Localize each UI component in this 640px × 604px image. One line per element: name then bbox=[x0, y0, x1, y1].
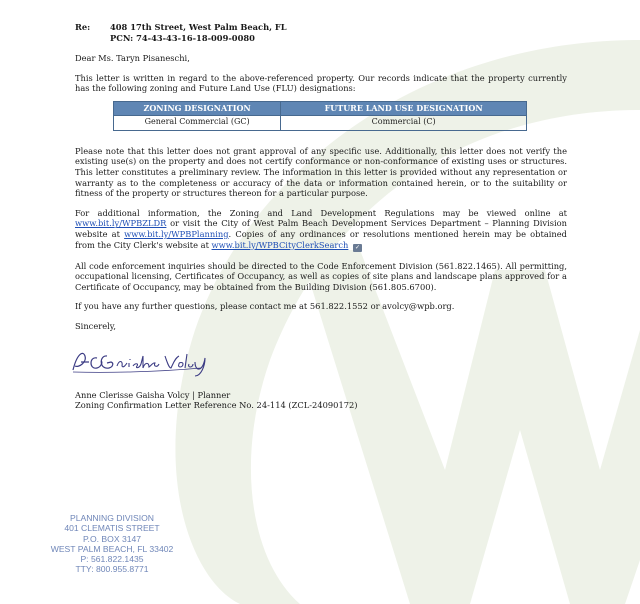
zldr-link[interactable]: www.bit.ly/WPBZLDR bbox=[75, 218, 167, 229]
signature-image bbox=[67, 346, 217, 378]
enforcement-paragraph: All code enforcement inquiries should be directed to the Code Enforcement Division (561.822.1465). All permitting, occupational licensing, Certificates of Occupancy, as well as copies of site plans and landscape plans approved for a Certificate of Occupancy, may be obtained from the Building Division (561.805.6700). bbox=[75, 260, 567, 292]
info-text-2: or visit the City of West Palm Beach Development Services Department – Planning Division website at bbox=[75, 218, 567, 239]
zoning-header: ZONING DESIGNATION bbox=[114, 101, 281, 115]
signature bbox=[75, 346, 567, 376]
checkbox-icon: ✓ bbox=[355, 243, 361, 251]
clerk-link[interactable]: www.bit.ly/WPBCityClerkSearch bbox=[211, 239, 349, 250]
additional-info-paragraph bbox=[75, 208, 567, 252]
zoning-value: General Commercial (GC) bbox=[114, 115, 281, 130]
info-text-3: . Copies of any ordinances or resolutions mentioned herein may be obtained from the City Clerk's website at bbox=[75, 228, 567, 250]
planning-link[interactable]: www.bit.ly/WPBPlanning bbox=[124, 228, 229, 239]
disclaimer-paragraph: Please note that this letter does not grant approval of any specific use. Additionally, this letter does not verify the existing use(s) on the property and does not certify conformance or non-conformance of existing uses or structures. This letter constitutes a preliminary review. The information in this letter is provided without any representation or warranty as to the completeness or accuracy of the data or information contained herein, or to the suitability or fitness of the property or structures thereon for a particular purpose. bbox=[75, 145, 567, 199]
intro-paragraph: This letter is written in regard to the above-referenced property. Our records indicate that the property currently has the following zoning and Future Land Use (FLU) designations: bbox=[75, 72, 567, 94]
info-text-1: For additional information, the Zoning and Land Development Regulations may be viewed online at bbox=[75, 207, 567, 218]
footer-street: 401 CLEMATIS STREET bbox=[64, 523, 160, 534]
signer-name: Anne Clerisse Gaisha Volcy | Planner bbox=[75, 389, 231, 400]
letter-body bbox=[75, 22, 567, 411]
property-address: 408 17th Street, West Palm Beach, FL bbox=[110, 22, 287, 32]
footer-division: PLANNING DIVISION bbox=[69, 513, 155, 523]
footer-tty: TTY: 800.955.8771 bbox=[75, 564, 149, 575]
property-pcn: PCN: 74-43-43-16-18-009-0080 bbox=[110, 33, 255, 43]
footer-po-box: P.O. BOX 3147 bbox=[82, 533, 142, 544]
planning-division-footer bbox=[28, 513, 196, 575]
re-label: Re: bbox=[75, 22, 91, 32]
re-block bbox=[75, 22, 567, 44]
footer-phone: P: 561.822.1435 bbox=[80, 554, 144, 565]
contact-paragraph: If you have any further questions, please contact me at 561.822.1552 or avolcy@wpb.org. bbox=[75, 301, 455, 312]
flu-header: FUTURE LAND USE DESIGNATION bbox=[281, 101, 527, 115]
salutation: Dear Ms. Taryn Pisaneschi, bbox=[75, 53, 190, 63]
zoning-table bbox=[113, 101, 527, 131]
closing: Sincerely, bbox=[75, 320, 116, 331]
reference-number: Zoning Confirmation Letter Reference No. 24-114 (ZCL-24090172) bbox=[75, 400, 358, 411]
footer-city: WEST PALM BEACH, FL 33402 bbox=[50, 543, 174, 554]
flu-value: Commercial (C) bbox=[281, 115, 527, 130]
